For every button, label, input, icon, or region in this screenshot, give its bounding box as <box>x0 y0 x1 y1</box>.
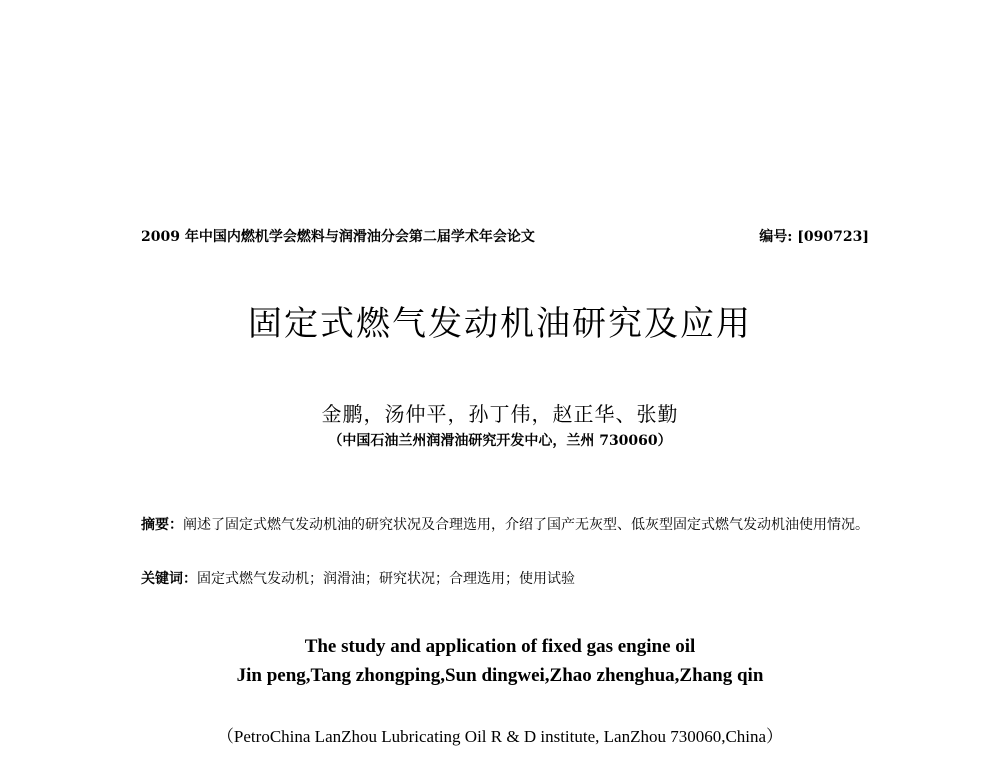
title-english: The study and application of fixed gas engine oil <box>304 636 696 657</box>
title-chinese: 固定式燃气发动机油研究及应用 <box>248 304 752 344</box>
affiliation-english: （PetroChina LanZhou Lubricating Oil R & D institute, LanZhou 730060,China） <box>216 727 784 746</box>
affiliation-chinese: （中国石油兰州润滑油研究开发中心，兰州 730060） <box>328 433 672 449</box>
keywords-label: 关键词： <box>141 571 197 587</box>
abstract-text: 阐述了固定式燃气发动机油的研究状况及合理选用，介绍了国产无灰型、低灰型固定式燃气发动机油使用情况。 <box>183 517 869 533</box>
authors-chinese: 金鹏，汤仲平，孙丁伟，赵正华、张勤 <box>321 402 679 426</box>
abstract-label: 摘要： <box>141 517 183 533</box>
abstract <box>141 512 871 539</box>
keywords-text: 固定式燃气发动机；润滑油；研究状况；合理选用；使用试验 <box>197 571 575 587</box>
keywords <box>141 568 575 588</box>
authors-english: Jin peng,Tang zhongping,Sun dingwei,Zhao zhenghua,Zhang qin <box>236 665 764 686</box>
conference-header: 2009 年中国内燃机学会燃料与润滑油分会第二届学术年会论文 <box>141 229 535 245</box>
paper-number: 编号: [090723] <box>759 229 869 245</box>
